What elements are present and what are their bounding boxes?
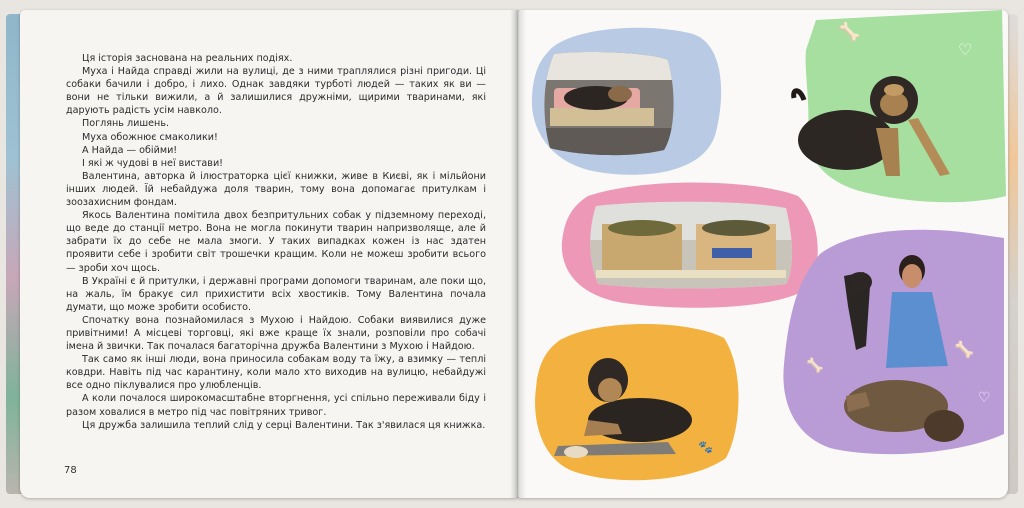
sleeping-dog-photo	[540, 50, 676, 158]
bone-icon: 🦴	[806, 358, 824, 374]
paragraph: А коли почалося широкомасштабне вторгнення, усі спільно переживали біду і разом ховалися в метро під час повітряних тривог.	[66, 393, 486, 418]
paragraph: В Україні є й притулки, і державні програми допомоги тваринам, але поки що, на жаль, їм бракує сил прихистити всіх хвостиків. Тому Валентина почала думати, що може зробити особисто.	[66, 275, 486, 313]
paragraph: Поглянь лишень.	[82, 118, 170, 130]
paragraph: Спочатку вона познайомилася з Мухою і Найдою. Собаки виявилися дуже привітними! А місцеві торговці, які вже краще їх знали, розповіли про собачі імена й звички. Так почалася багаторічна дружба Валентини з Мухою і Найдою.	[66, 314, 486, 353]
bone-icon: 🦴	[838, 22, 861, 43]
right-page	[518, 10, 1008, 498]
paragraph: Ця історія заснована на реальних подіях.	[82, 53, 293, 64]
dog-boxes-photo	[586, 200, 796, 290]
paragraph: А Найда — обійми!	[82, 144, 178, 156]
sitting-dog-photo	[790, 58, 960, 188]
paragraph: Муха обожнює смаколики!	[82, 131, 218, 143]
left-page	[20, 10, 518, 498]
lying-dog-photo	[548, 350, 708, 466]
page-number: 78	[64, 465, 77, 476]
paragraph: Ця дружба залишила теплий слід у серці Валентини. Так з'явилася ця книжка.	[82, 419, 486, 431]
open-book	[6, 6, 1018, 502]
heart-icon: ♡	[978, 390, 991, 406]
paragraph: Якось Валентина помітила двох безпритульних собак у підземному переході, що веде до станції метро. Вона не могла покинути тварин напризволяще, але й забрати їх до себе не мала змоги. У таких випадках кожен із нас здатен проявити себе і зробити світ трошечки кращим. Коли не можеш зробити всього — зроби хоч щось.	[66, 210, 486, 274]
paragraph: Муха і Найда справді жили на вулиці, де з ними траплялися різні пригоди. Ці собаки бачили і добро, і лихо. Однак завдяки турботі людей — таких як ви — вони не тільки вижили, а й залишилися дружніми, щирими тваринами, які дарують радість усім навколо.	[66, 66, 486, 117]
paragraph: Так само як інші люди, вона приносила собакам воду та їжу, а взимку — теплі ковдри. Навіть під час карантину, коли мало хто виходив на вулицю, небайдужі все одно піклувалися про улюбленців.	[66, 354, 486, 392]
story-text	[66, 52, 486, 432]
paw-icon: 🐾	[698, 440, 713, 454]
heart-icon: ♡	[958, 40, 973, 59]
paragraph: Валентина, авторка й ілюстраторка цієї книжки, живе в Києві, як і мільйони інших людей. Їй небайдужа доля тварин, тому вона допомагає притулкам і зоозахисним фондам.	[66, 170, 486, 209]
bone-icon: 🦴	[954, 340, 974, 359]
paragraph: І які ж чудові в неї вистави!	[82, 157, 224, 169]
